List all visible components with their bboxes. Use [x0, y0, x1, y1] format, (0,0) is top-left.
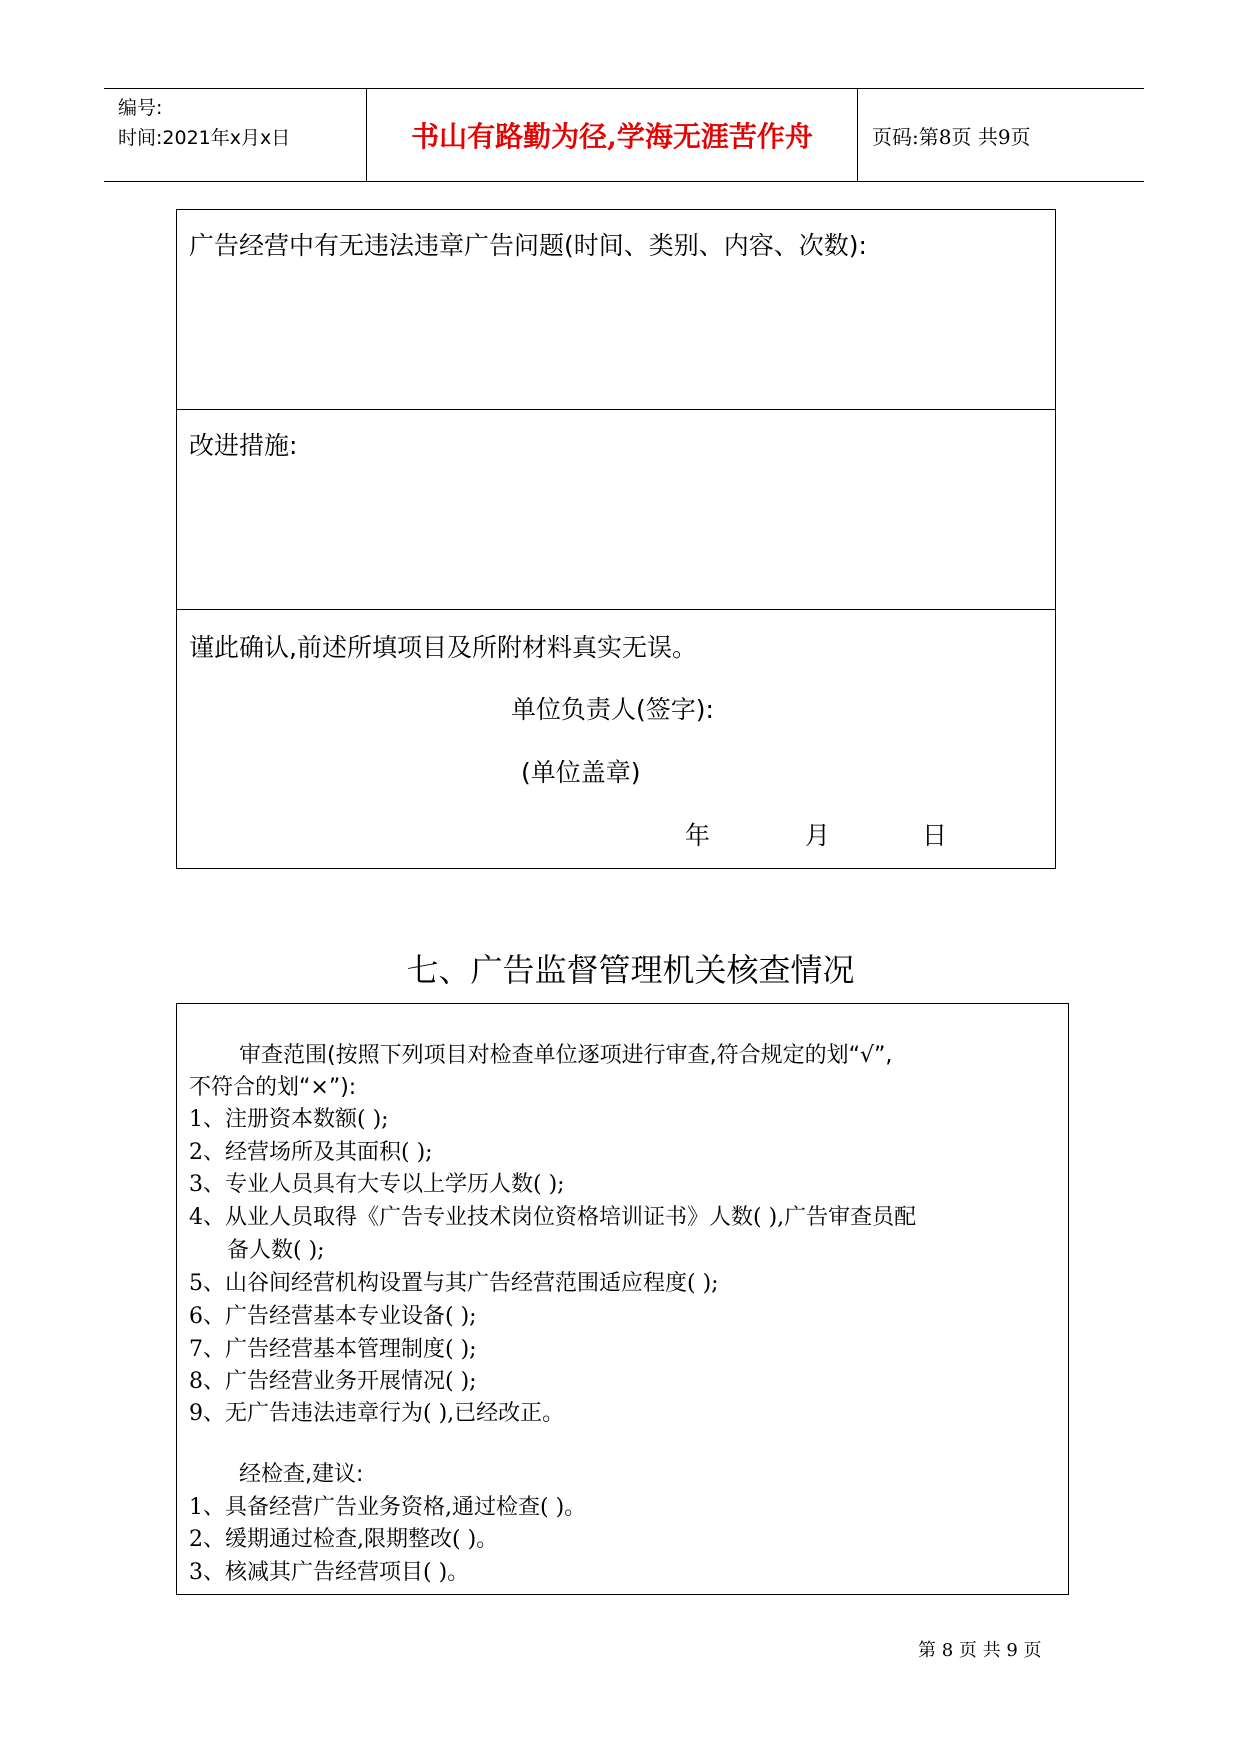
review-item: 7、广告经营基本管理制度( ); [189, 1337, 477, 1362]
header-divider [857, 89, 858, 181]
review-item: 9、无广告违法违章行为( ),已经改正。 [189, 1401, 565, 1426]
confirmation-cell [177, 610, 1055, 868]
page-header [104, 88, 1144, 182]
suggestion-item: 2、缓期通过检查,限期整改( )。 [189, 1527, 499, 1552]
improvements-cell [177, 410, 1055, 610]
review-item: 2、经营场所及其面积( ); [189, 1140, 433, 1165]
header-slogan: 书山有路勤为径,学海无涯苦作舟 [411, 120, 813, 153]
document-number-label: 编号: [118, 97, 163, 119]
review-item: 4、从业人员取得《广告专业技术岗位资格培训证书》人数( ),广告审查员配 [189, 1205, 917, 1230]
document-time-label: 时间:2021年x月x日 [118, 127, 291, 149]
seal-label: (单位盖章) [521, 758, 641, 787]
improvements-label: 改进措施: [189, 431, 298, 460]
review-item: 8、广告经营业务开展情况( ); [189, 1369, 477, 1394]
header-meta [118, 93, 290, 153]
review-intro-line: 审查范围(按照下列项目对检查单位逐项进行审查,符合规定的划“√”, [239, 1043, 893, 1068]
suggestion-label: 经检查,建议: [239, 1462, 364, 1487]
review-box [176, 1003, 1069, 1595]
confirmation-statement: 谨此确认,前述所填项目及所附材料真实无误。 [189, 633, 697, 662]
signer-label: 单位负责人(签字): [511, 695, 714, 724]
date-month-label: 月 [805, 821, 831, 850]
suggestion-item: 1、具备经营广告业务资格,通过检查( )。 [189, 1495, 587, 1520]
review-item: 6、广告经营基本专业设备( ); [189, 1304, 477, 1329]
review-intro-line: 不符合的划“×”): [189, 1075, 357, 1100]
review-item: 3、专业人员具有大专以上学历人数( ); [189, 1172, 565, 1197]
header-page-info: 页码:第8页 共9页 [872, 124, 1031, 149]
review-item-continuation: 备人数( ); [227, 1238, 325, 1263]
suggestion-item: 3、核减其广告经营项目( )。 [189, 1560, 470, 1585]
violations-label: 广告经营中有无违法违章广告问题(时间、类别、内容、次数): [189, 231, 867, 260]
review-item: 1、注册资本数额( ); [189, 1107, 389, 1132]
page-footer: 第 8 页 共 9 页 [918, 1640, 1042, 1661]
section-title: 七、广告监督管理机关核查情况 [406, 951, 855, 989]
report-form-table [176, 209, 1056, 869]
date-day-label: 日 [922, 821, 948, 850]
violations-cell [177, 210, 1055, 410]
date-year-label: 年 [685, 821, 711, 850]
review-item: 5、山谷间经营机构设置与其广告经营范围适应程度( ); [189, 1271, 719, 1296]
